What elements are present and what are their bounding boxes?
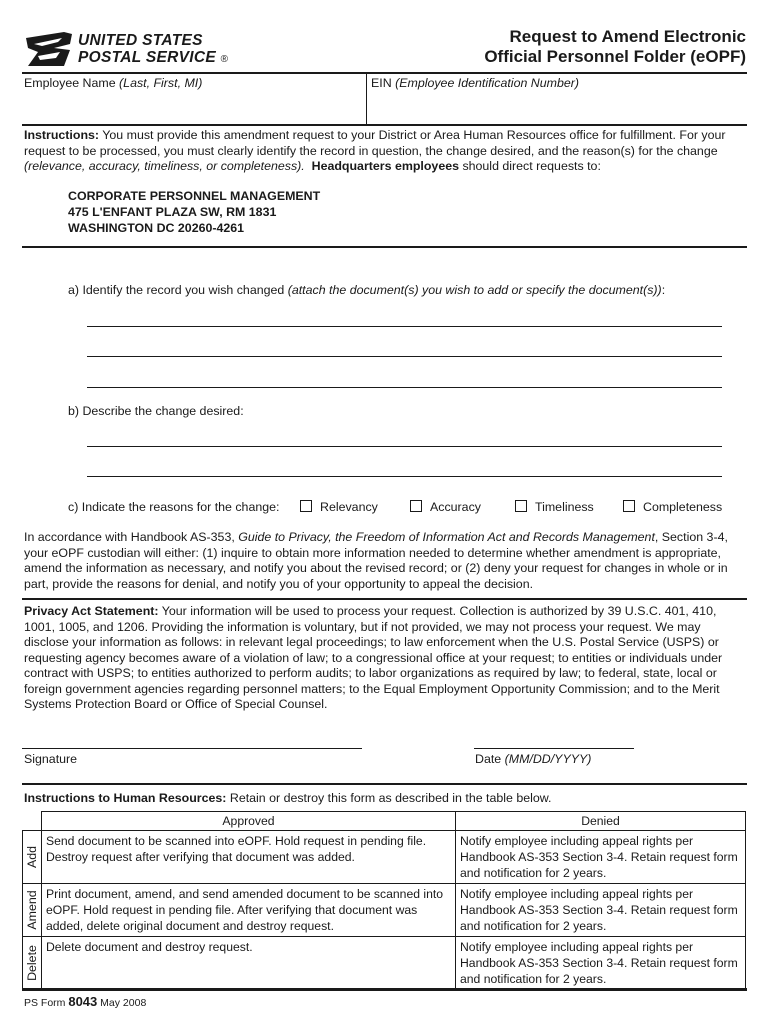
instructions-paragraph [24,128,746,175]
usps-eagle-logo [24,30,74,68]
checkbox-icon[interactable] [515,500,527,512]
logo-line2-text: POSTAL SERVICE [78,49,216,66]
ein-hint: (Employee Identification Number) [395,76,579,90]
address-line2: 475 L'ENFANT PLAZA SW, RM 1831 [68,205,277,219]
section-a-text: a) Identify the record you wish changed [68,283,288,297]
employee-name-label-text: Employee Name [24,76,116,90]
employee-name-hint: (Last, First, MI) [119,76,203,90]
form-number: 8043 [68,994,98,1009]
section-b-label: b) Describe the change desired: [68,404,244,418]
date-label [475,752,591,766]
section-a-suffix: : [661,283,666,297]
checkbox-icon[interactable] [410,500,422,512]
logo-line1: UNITED STATES [78,32,203,49]
date-hint: (MM/DD/YYYY) [504,752,592,766]
handbook-text1: In accordance with Handbook AS-353, [24,530,239,544]
column-denied: Denied [456,812,746,831]
hq-employees-bold: Headquarters employees [311,159,459,173]
column-approved: Approved [42,812,456,831]
ein-label-text: EIN [371,76,392,90]
delete-denied-cell: Notify employee including appeal rights per Handbook AS-353 Section 3-4. Retain request form and notification for 2 years. [456,937,746,990]
employee-name-field[interactable] [22,92,365,120]
add-approved-cell: Send document to be scanned into eOPF. Hold request in pending file. Destroy request after verifying that document was added. [42,831,456,884]
hq-address [68,188,320,236]
section-b-line-2[interactable] [87,476,722,477]
row-label-delete [23,937,42,990]
checkbox-relevancy[interactable] [300,500,378,514]
delete-approved-cell: Delete document and destroy request. [42,937,456,990]
form-title-line2: Official Personnel Folder (eOPF) [484,47,746,66]
instructions-text: You must provide this amendment request to your District or Area Human Resources office for fulfillment. For your request to be processed, you must clearly identify the record in question, the change desired, and the reason(s) for the change [24,128,726,158]
address-line1: CORPORATE PERSONNEL MANAGEMENT [68,189,321,203]
table-row-add [23,831,746,884]
form-prefix: PS Form [24,997,69,1009]
fields-rule [22,124,747,126]
checkbox-completeness[interactable] [623,500,722,514]
completeness-label: Completeness [643,500,723,514]
date-label-text: Date [475,752,505,766]
signature-rule [22,783,747,785]
form-date: May 2008 [97,997,147,1009]
row-label-delete-text: Delete [25,945,39,981]
form-title-line1: Request to Amend Electronic [509,27,746,46]
privacy-text: Your information will be used to process your request. Collection is authorized by 39 U.S.C. 401, 410, 1001, 1005, and 1206. Providing the information is voluntary, but if not provided, we may not process your request. We may disclose your information as follows: in relevant legal proceedings; to law enforcement when the U.S. Postal Service (USPS) or requesting agency becomes aware of a violation of law; to a congressional office at your request; to entities or individuals under contract with USPS; to entities authorized to perform audits; to labor organizations as required by law; to federal, state, local or foreign government agencies regarding personnel matters; to the Equal Employment Opportunity Commission; and to the Merit Systems Protection Board or Office of Special Counsel. [24,604,723,711]
amend-denied-cell: Notify employee including appeal rights per Handbook AS-353 Section 3-4. Retain request form and notification for 2 years. [456,884,746,937]
handbook-rule [22,598,747,600]
header-rule [22,72,747,74]
hr-retention-table [22,811,746,990]
row-label-amend [23,884,42,937]
table-header-row [23,812,746,831]
field-divider [366,74,367,124]
timeliness-label: Timeliness [535,500,594,514]
instructions-italic: (relevance, accuracy, timeliness, or completeness). [24,159,305,173]
form-footer [24,994,146,1009]
amend-approved-cell: Print document, amend, and send amended document to be scanned into eOPF. Hold request in pending file. After verifying that document was added, delete original document and destroy request. [42,884,456,937]
privacy-label: Privacy Act Statement: [24,604,159,618]
registered-mark: ® [220,54,229,65]
checkbox-icon[interactable] [623,500,635,512]
section-a-label [68,283,665,297]
relevancy-label: Relevancy [320,500,378,514]
section-a-line-3[interactable] [87,387,722,388]
hr-instructions-text: Retain or destroy this form as described in the table below. [226,791,552,805]
section-c-label: c) Indicate the reasons for the change: [68,500,280,514]
row-label-add-text: Add [25,845,39,869]
add-denied-cell: Notify employee including appeal rights per Handbook AS-353 Section 3-4. Retain request form and notification for 2 years. [456,831,746,884]
ein-label [371,76,579,90]
checkbox-accuracy[interactable] [410,500,481,514]
privacy-paragraph [24,604,746,713]
logo-line2 [78,49,228,67]
footer-rule [22,988,747,991]
handbook-text2: , Section 3-4, your eOPF custodian will either: (1) inquire to obtain more information needed to determine whether amendment is appropriate, amend the information as necessary, and notify you about the revised record; or (2) deny your request for changes in whole or in part, provide the reasons for denial, and notify you of your opportunity to appeal the decision. [24,530,728,591]
section-b-line-1[interactable] [87,446,722,447]
row-label-add [23,831,42,884]
table-row-delete [23,937,746,990]
signature-line[interactable] [22,748,362,749]
table-corner [23,812,42,831]
address-line3: WASHINGTON DC 20260-4261 [68,221,245,235]
checkbox-timeliness[interactable] [515,500,594,514]
section-a-line-2[interactable] [87,356,722,357]
handbook-italic: Guide to Privacy, the Freedom of Information Act and Records Management [238,530,655,544]
table-row-amend [23,884,746,937]
section-a-hint: (attach the document(s) you wish to add or specify the document(s)) [287,283,662,297]
accuracy-label: Accuracy [430,500,481,514]
ein-field[interactable] [368,92,746,120]
checkbox-icon[interactable] [300,500,312,512]
signature-label: Signature [24,752,78,766]
section-a-line-1[interactable] [87,326,722,327]
hr-instructions [24,791,552,805]
instructions-label: Instructions: [24,128,100,142]
instructions-text2: should direct requests to: [459,159,601,173]
hr-instructions-label: Instructions to Human Resources: [24,791,227,805]
row-label-amend-text: Amend [25,890,39,930]
instructions-rule [22,246,747,248]
employee-name-label [24,76,202,90]
handbook-paragraph [24,530,746,592]
date-line[interactable] [474,748,634,749]
